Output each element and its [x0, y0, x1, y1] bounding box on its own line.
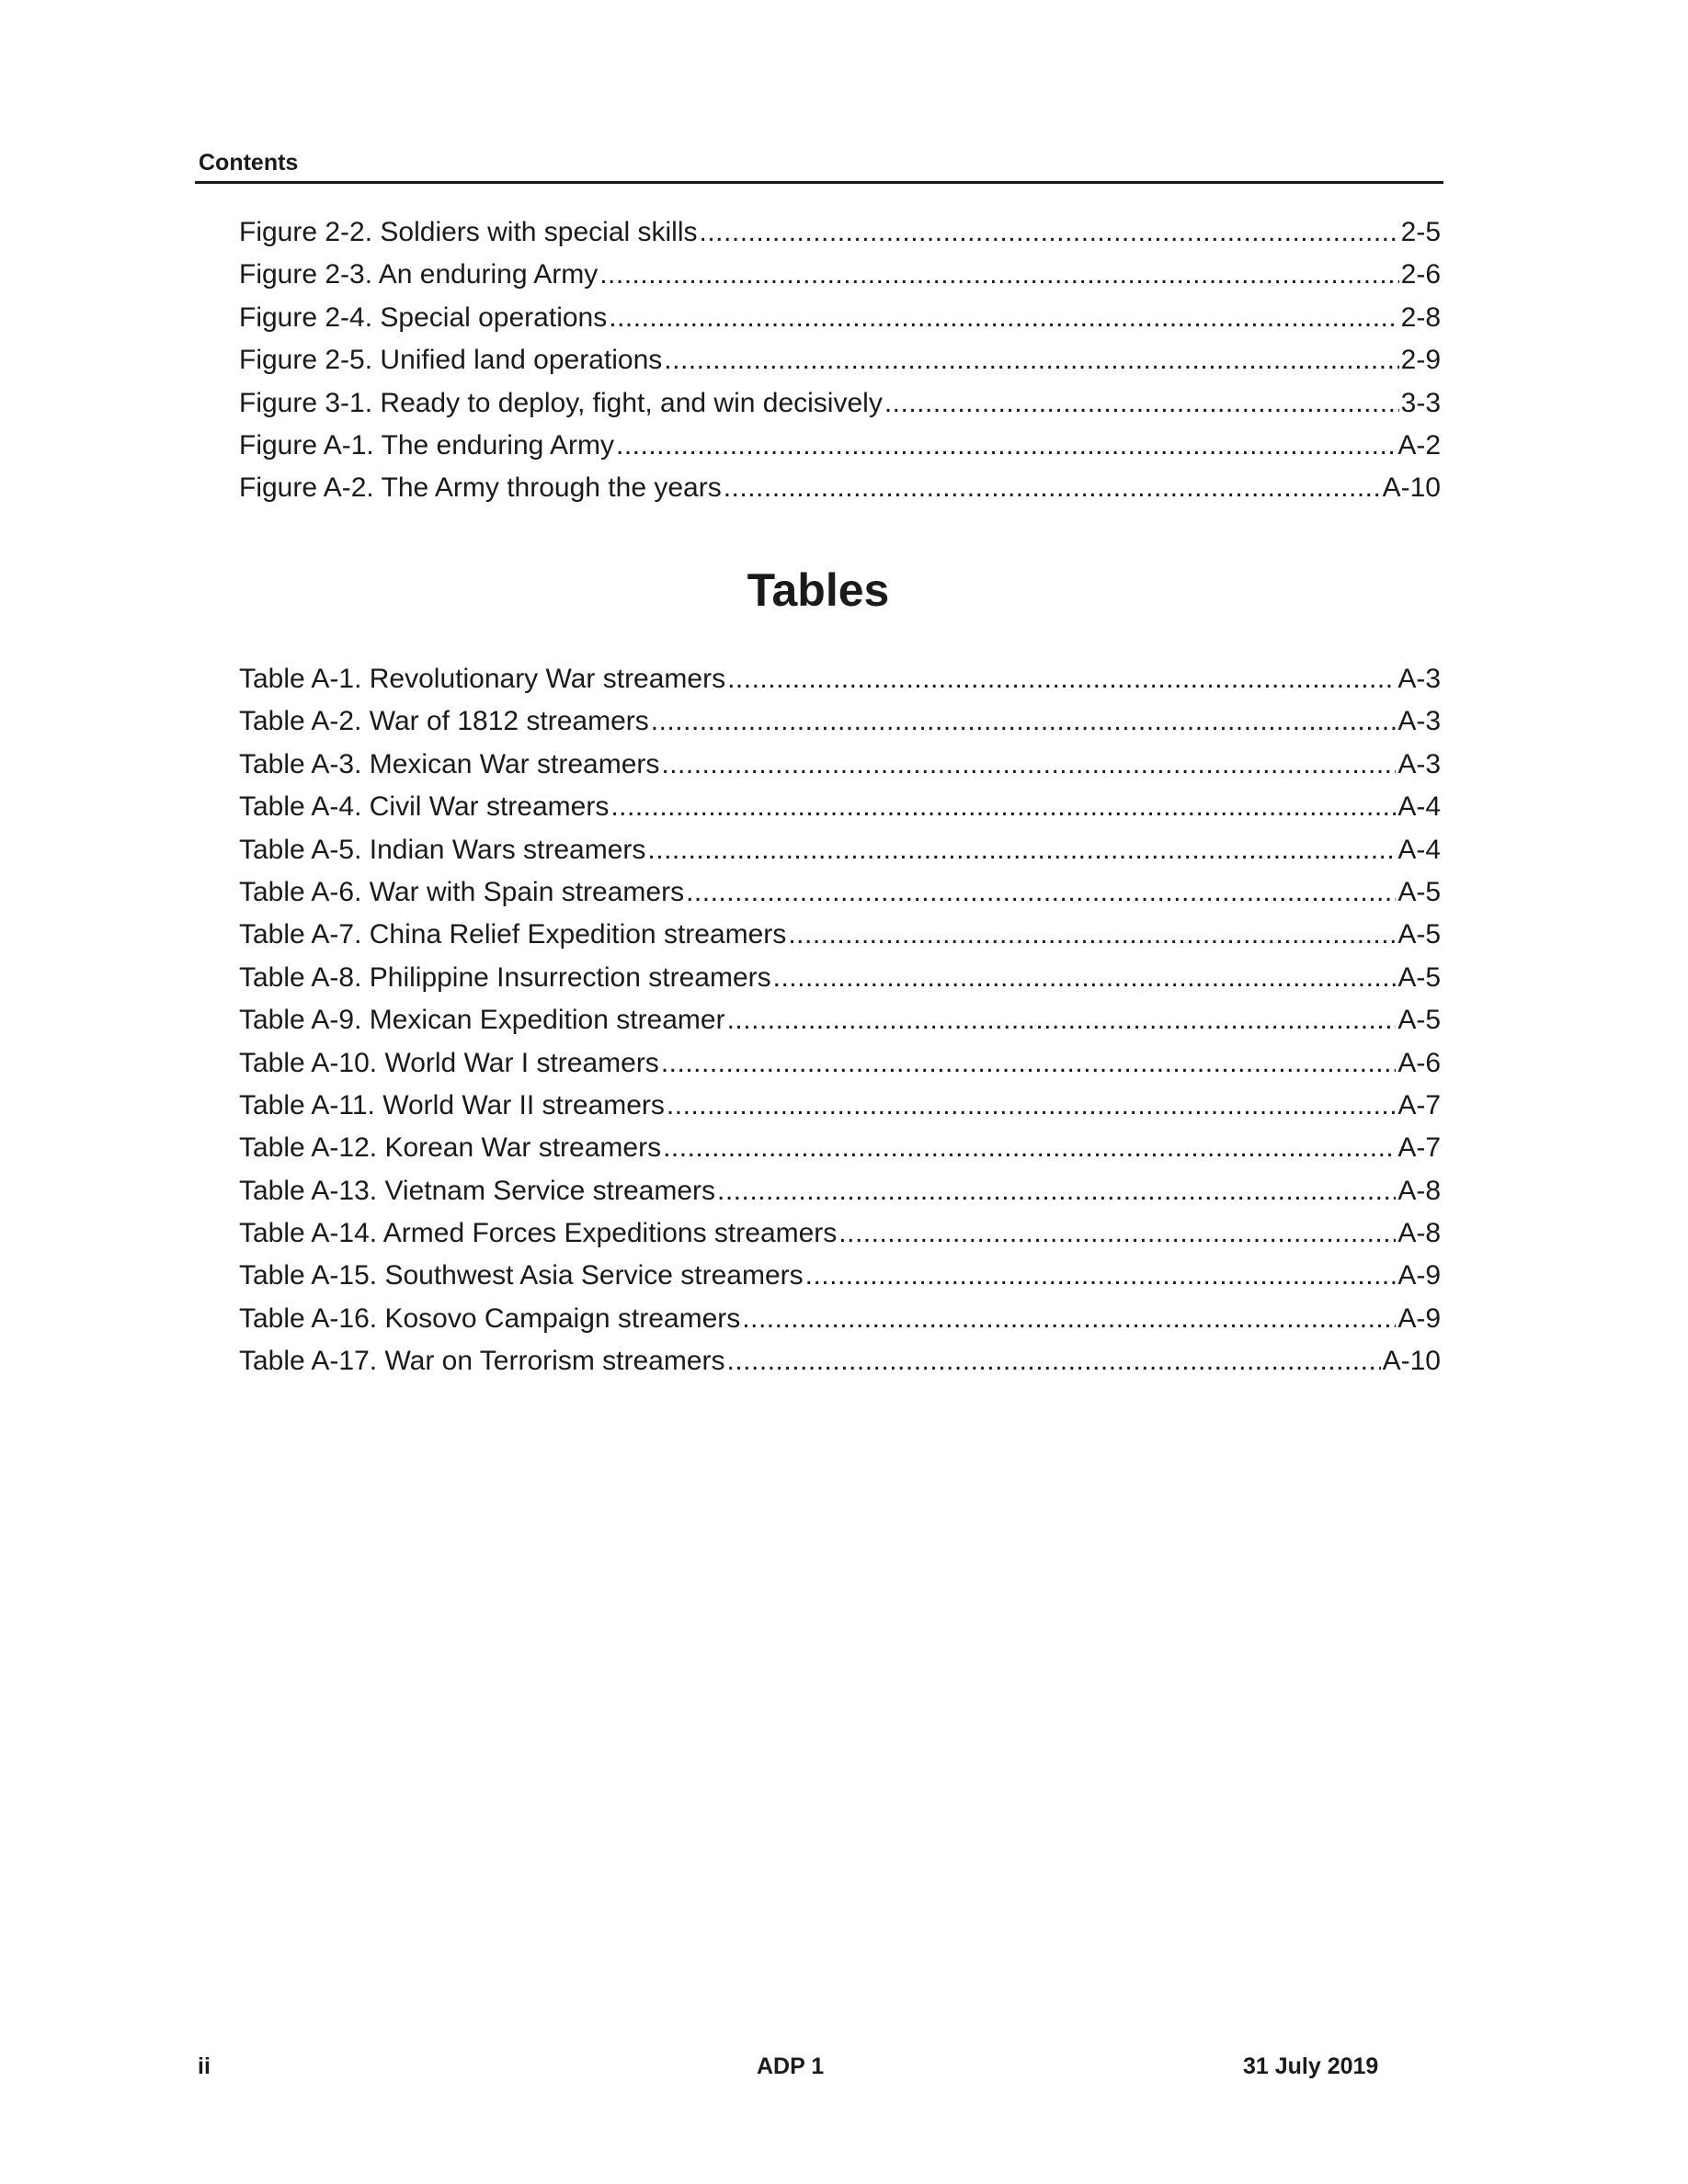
- dot-leader: [724, 467, 1381, 509]
- toc-entry[interactable]: [239, 871, 1441, 914]
- toc-entry[interactable]: [239, 1298, 1441, 1340]
- toc-entry-page: A-8: [1397, 1218, 1441, 1249]
- toc-entry-label: Table A-16. Kosovo Campaign streamers: [239, 1302, 741, 1334]
- dot-leader: [805, 1255, 1397, 1297]
- dot-leader: [663, 1127, 1396, 1169]
- dot-leader: [647, 829, 1396, 871]
- toc-entry-label: Table A-8. Philippine Insurrection streamers: [239, 961, 771, 993]
- toc-entry-page: A-5: [1397, 961, 1441, 993]
- toc-entry-label: Table A-12. Korean War streamers: [239, 1132, 662, 1164]
- toc-entry-label: Figure A-1. The enduring Army: [239, 429, 614, 461]
- toc-entry[interactable]: [239, 297, 1441, 339]
- dot-leader: [686, 871, 1396, 914]
- toc-entry[interactable]: [239, 999, 1441, 1041]
- tables-list: [239, 658, 1441, 1383]
- toc-entry[interactable]: [239, 1170, 1441, 1212]
- toc-entry-label: Table A-3. Mexican War streamers: [239, 748, 660, 779]
- dot-leader: [616, 425, 1396, 467]
- toc-entry[interactable]: [239, 1085, 1441, 1127]
- dot-leader: [742, 1298, 1396, 1340]
- toc-entry[interactable]: [239, 254, 1441, 296]
- toc-entry[interactable]: [239, 1212, 1441, 1255]
- toc-entry-label: Table A-15. Southwest Asia Service streamers: [239, 1260, 804, 1291]
- toc-entry-page: A-4: [1397, 791, 1441, 823]
- toc-entry-page: A-2: [1397, 429, 1441, 461]
- toc-entry-label: Table A-11. World War II streamers: [239, 1089, 665, 1120]
- dot-leader: [599, 254, 1398, 296]
- toc-entry-page: A-3: [1397, 748, 1441, 779]
- toc-entry-label: Table A-7. China Relief Expedition streamers: [239, 919, 787, 950]
- toc-entry-page: A-10: [1382, 472, 1441, 504]
- toc-entry[interactable]: [239, 382, 1441, 425]
- toc-entry-label: Figure 2-2. Soldiers with special skills: [239, 217, 698, 247]
- toc-entry-page: A-3: [1397, 706, 1441, 737]
- toc-entry-label: Table A-9. Mexican Expedition streamer: [239, 1005, 725, 1036]
- toc-entry[interactable]: [239, 467, 1441, 509]
- toc-entry-page: A-5: [1397, 876, 1441, 907]
- header-title: Contents: [199, 150, 299, 176]
- toc-entry-label: Figure 2-3. An enduring Army: [239, 259, 599, 290]
- dot-leader: [717, 1170, 1396, 1212]
- toc-entry-label: Figure 2-5. Unified land operations: [239, 345, 663, 376]
- toc-entry-label: Table A-5. Indian Wars streamers: [239, 834, 646, 865]
- dot-leader: [727, 999, 1397, 1041]
- toc-entry[interactable]: [239, 339, 1441, 381]
- toc-entry-page: A-4: [1397, 834, 1441, 865]
- footer-date: 31 July 2019: [1243, 2053, 1379, 2079]
- toc-entry[interactable]: [239, 1255, 1441, 1297]
- toc-entry[interactable]: [239, 658, 1441, 700]
- toc-entry-page: A-5: [1397, 919, 1441, 950]
- toc-entry-label: Table A-6. War with Spain streamers: [239, 876, 685, 907]
- toc-entry-label: Table A-13. Vietnam Service streamers: [239, 1175, 716, 1206]
- dot-leader: [667, 1085, 1396, 1127]
- dot-leader: [609, 297, 1398, 339]
- tables-heading: Tables: [747, 564, 890, 616]
- toc-entry[interactable]: [239, 957, 1441, 999]
- toc-entry-label: Table A-14. Armed Forces Expeditions streamers: [239, 1218, 838, 1249]
- toc-entry[interactable]: [239, 1340, 1441, 1382]
- toc-entry-page: A-5: [1397, 1005, 1441, 1036]
- toc-entry-page: 2-5: [1400, 217, 1441, 247]
- toc-entry-page: 2-9: [1400, 345, 1441, 376]
- toc-entry[interactable]: [239, 700, 1441, 743]
- toc-entry[interactable]: [239, 1042, 1441, 1085]
- toc-entry[interactable]: [239, 786, 1441, 828]
- dot-leader: [664, 339, 1398, 381]
- toc-entry[interactable]: [239, 744, 1441, 786]
- toc-entry-label: Figure 3-1. Ready to deploy, fight, and win decisively: [239, 387, 883, 418]
- dot-leader: [661, 1042, 1397, 1085]
- toc-entry[interactable]: [239, 914, 1441, 956]
- dot-leader: [610, 786, 1396, 828]
- footer-publication: ADP 1: [757, 2053, 825, 2079]
- dot-leader: [727, 658, 1396, 700]
- figures-list: [239, 211, 1441, 510]
- dot-leader: [788, 914, 1396, 956]
- toc-entry[interactable]: [239, 829, 1441, 871]
- toc-entry-page: A-7: [1397, 1132, 1441, 1164]
- dot-leader: [884, 382, 1399, 425]
- toc-entry[interactable]: [239, 211, 1441, 254]
- toc-entry[interactable]: [239, 425, 1441, 467]
- toc-entry-label: Table A-1. Revolutionary War streamers: [239, 664, 726, 694]
- toc-entry-label: Figure A-2. The Army through the years: [239, 472, 722, 504]
- toc-entry-page: A-7: [1397, 1089, 1441, 1120]
- footer-page-number: ii: [198, 2053, 211, 2079]
- toc-entry-page: 2-8: [1400, 301, 1441, 333]
- toc-entry-label: Table A-4. Civil War streamers: [239, 791, 610, 823]
- dot-leader: [700, 211, 1399, 254]
- toc-entry-label: Table A-2. War of 1812 streamers: [239, 706, 649, 737]
- toc-entry-page: 3-3: [1400, 387, 1441, 418]
- dot-leader: [727, 1340, 1381, 1382]
- toc-entry-page: 2-6: [1400, 259, 1441, 290]
- toc-entry-page: A-6: [1397, 1047, 1441, 1078]
- dot-leader: [651, 700, 1397, 743]
- toc-entry-page: A-9: [1397, 1302, 1441, 1334]
- dot-leader: [773, 957, 1397, 999]
- toc-entry-page: A-9: [1397, 1260, 1441, 1291]
- page-header: [195, 147, 1443, 184]
- toc-entry-page: A-3: [1397, 664, 1441, 694]
- toc-entry-label: Figure 2-4. Special operations: [239, 301, 608, 333]
- dot-leader: [661, 744, 1396, 786]
- toc-entry-page: A-10: [1382, 1346, 1441, 1377]
- toc-entry-label: Table A-17. War on Terrorism streamers: [239, 1346, 725, 1377]
- dot-leader: [838, 1212, 1396, 1255]
- toc-entry-label: Table A-10. World War I streamers: [239, 1047, 659, 1078]
- toc-entry-page: A-8: [1397, 1175, 1441, 1206]
- toc-entry[interactable]: [239, 1127, 1441, 1169]
